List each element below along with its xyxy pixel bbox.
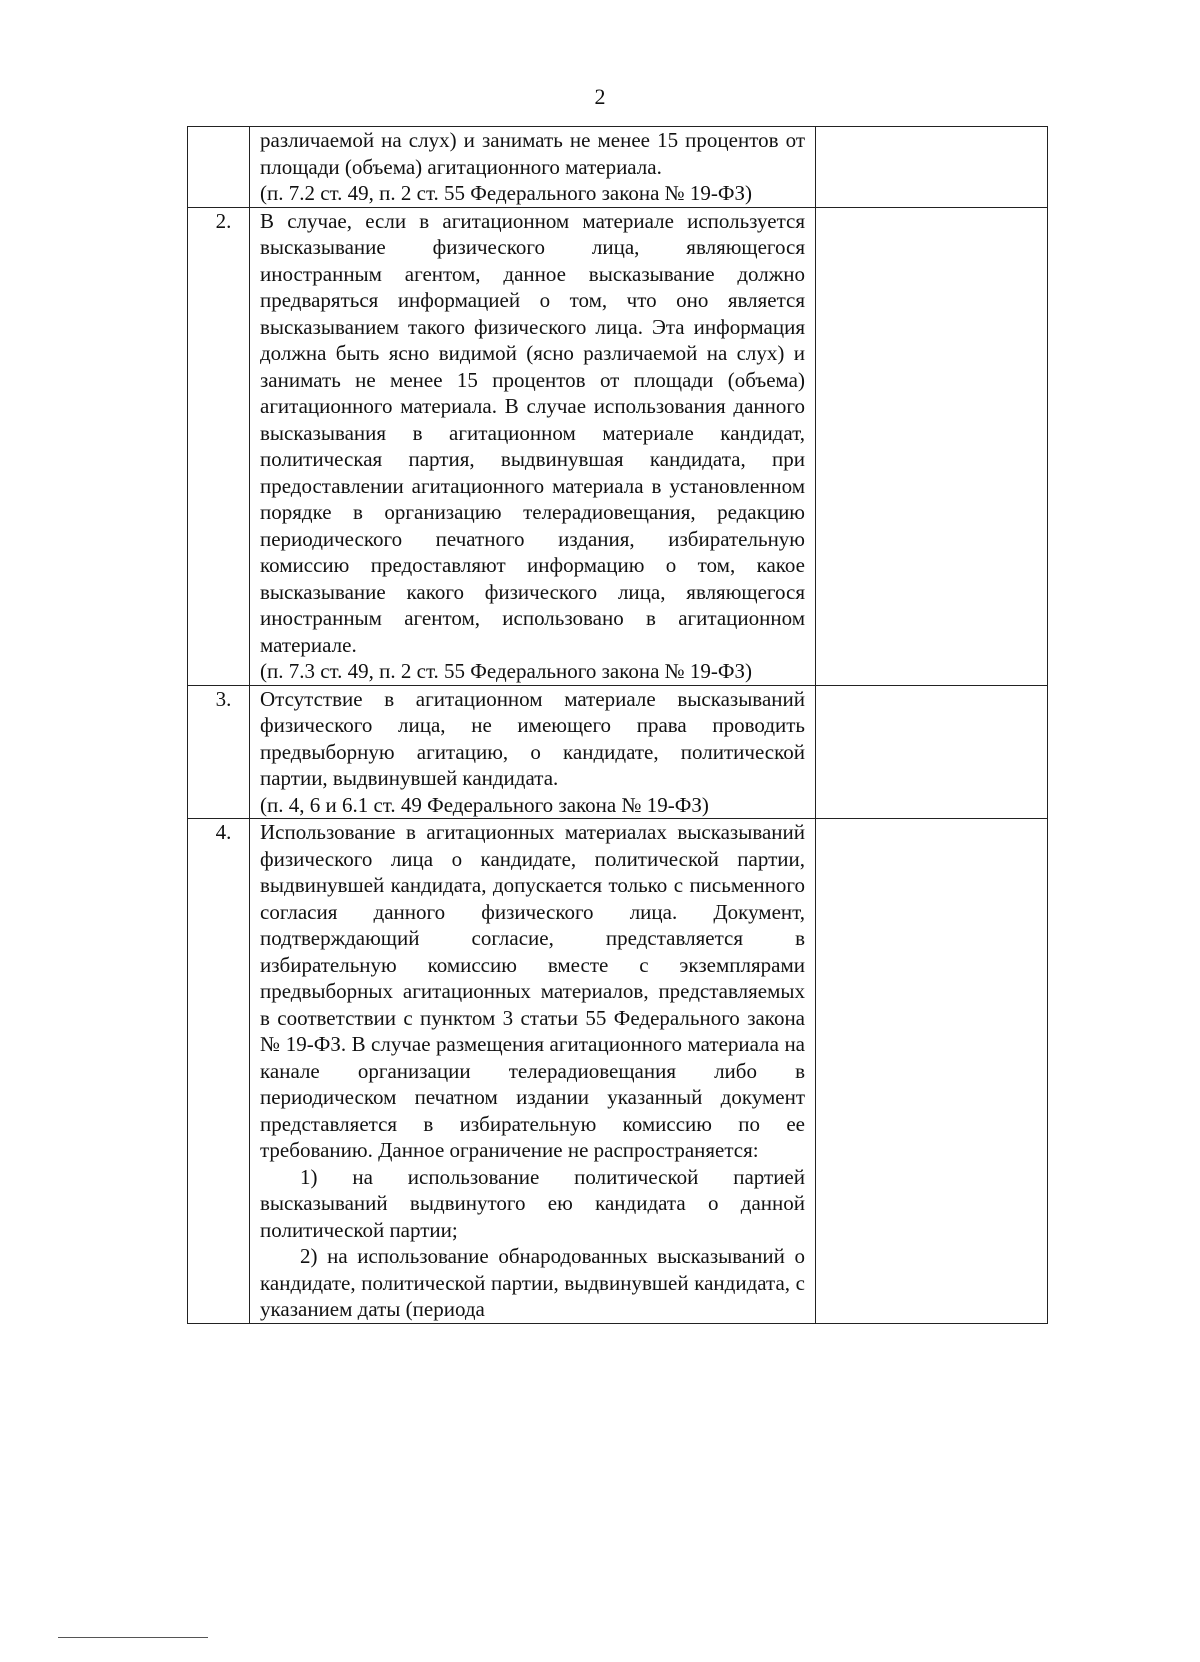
criteria-table [187, 126, 1048, 1324]
row-number-cell [188, 127, 250, 208]
page-number: 2 [594, 84, 606, 109]
row-text-cell [250, 207, 816, 685]
row-paragraph: различаемой на слух) и занимать не менее 15 процентов от площади (объема) агитационного материала. [260, 128, 805, 179]
table-row [188, 819, 1048, 1324]
row-empty-cell [816, 207, 1048, 685]
row-number-cell [188, 685, 250, 819]
row-list-item: 2) на использование обнародованных высказываний о кандидате, политической партии, выдвинувшей кандидата, с указанием даты (периода [260, 1244, 805, 1321]
row-number: 2. [215, 208, 232, 233]
row-empty-cell [816, 127, 1048, 208]
row-text-cell [250, 685, 816, 819]
row-paragraph: Отсутствие в агитационном материале высказываний физического лица, не имеющего права проводить предвыборную агитацию, о кандидате, политической партии, выдвинувшей кандидата. [260, 686, 805, 790]
row-text-cell [250, 127, 816, 208]
row-empty-cell [816, 819, 1048, 1324]
footnote-separator [58, 1637, 208, 1638]
row-number: 3. [215, 686, 232, 711]
row-empty-cell [816, 685, 1048, 819]
row-reference: (п. 7.3 ст. 49, п. 2 ст. 55 Федерального закона № 19-ФЗ) [260, 659, 753, 683]
row-paragraph: В случае, если в агитационном материале используется высказывание физического лица, являющегося иностранным агентом, данное высказывание должно предваряться информацией о том, что оно является высказыванием такого физического лица. Эта информация должна быть ясно видимой (ясно различаемой на слух) и занимать не менее 15 процентов от площади (объема) агитационного материала. В случае использования данного высказывания в агитационном материале кандидат, политическая партия, выдвинувшая кандидата, при предоставлении агитационного материала в установленном порядке в организацию телерадиовещания, редакцию периодического печатного издания, избирательную комиссию предоставляют информацию о том, какое высказывание какого физического лица, являющегося иностранным агентом, использовано в агитационном материале. [260, 208, 805, 657]
row-paragraph: Использование в агитационных материалах высказываний физического лица о кандидате, политической партии, выдвинувшей кандидата, допускается только с письменного согласия данного физического лица. Документ, подтверждающий согласие, представляется в избирательную комиссию вместе с экземплярами предвыборных агитационных материалов, представляемых в соответствии с пунктом 3 статьи 55 Федерального закона № 19-ФЗ. В случае размещения агитационного материала на канале организации телерадиовещания либо в периодическом печатном издании указанный документ представляется в избирательную комиссию по ее требованию. Данное ограничение не распространяется: [260, 820, 805, 1162]
table-row [188, 127, 1048, 208]
row-reference: (п. 4, 6 и 6.1 ст. 49 Федерального закона № 19-ФЗ) [260, 792, 709, 817]
table-row [188, 207, 1048, 685]
row-number: 4. [215, 820, 232, 844]
row-reference: (п. 7.2 ст. 49, п. 2 ст. 55 Федерального закона № 19-ФЗ) [260, 181, 753, 205]
row-number-cell [188, 819, 250, 1324]
row-text-cell [250, 819, 816, 1324]
row-list-item: 1) на использование политической партией высказываний выдвинутого ею кандидата о данной политической партии; [260, 1164, 805, 1242]
table-row [188, 685, 1048, 819]
row-number-cell [188, 207, 250, 685]
